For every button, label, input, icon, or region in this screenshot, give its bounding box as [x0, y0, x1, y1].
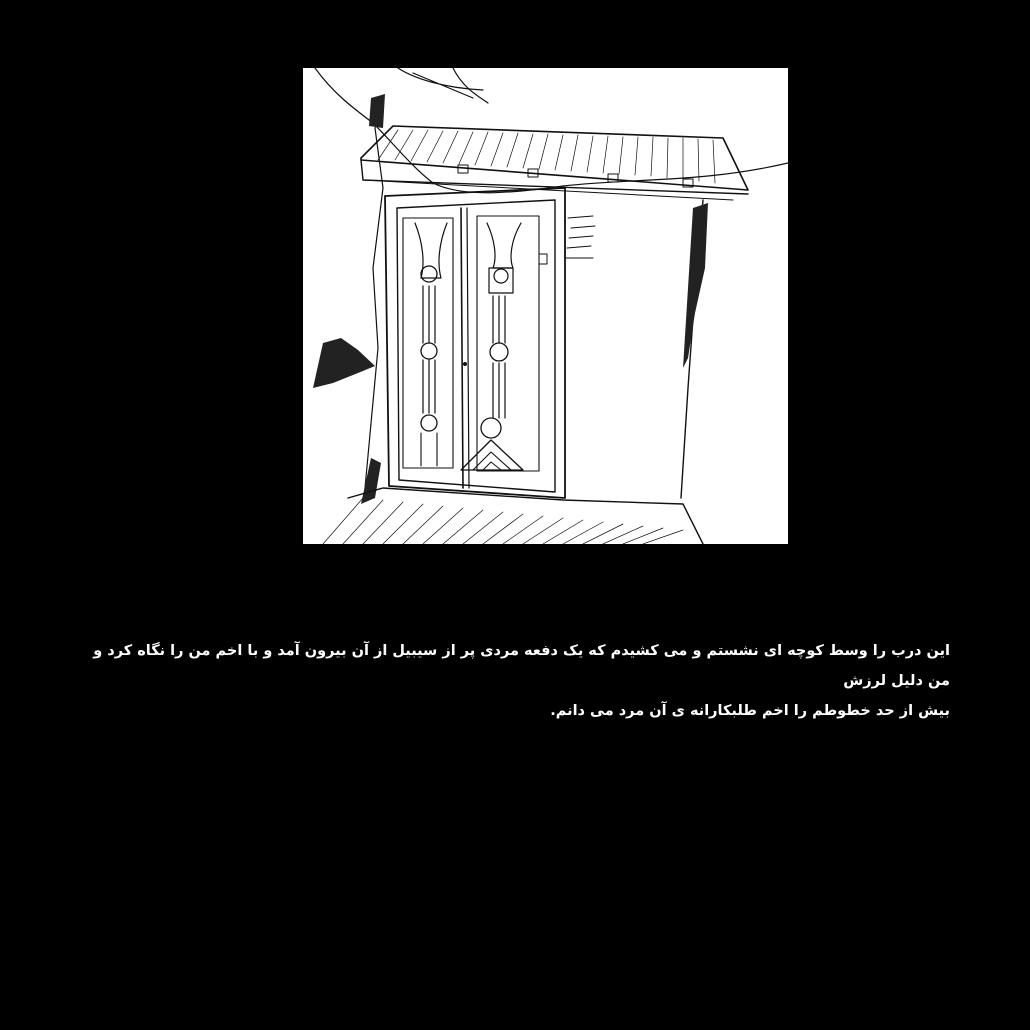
caption-line-1: این درب را وسط کوچه ای نشستم و می کشیدم که یک دفعه مردی پر از سیبیل از آن بیرون آمد و با اخم من را نگاه کرد و من دلیل لرزش: [93, 643, 950, 689]
caption-line-2: بیش از حد خطوطم را اخم طلبکارانه ی آن مرد می دانم.: [550, 703, 950, 719]
door-sketch-image: [303, 68, 788, 544]
sketch-caption: [70, 636, 950, 726]
